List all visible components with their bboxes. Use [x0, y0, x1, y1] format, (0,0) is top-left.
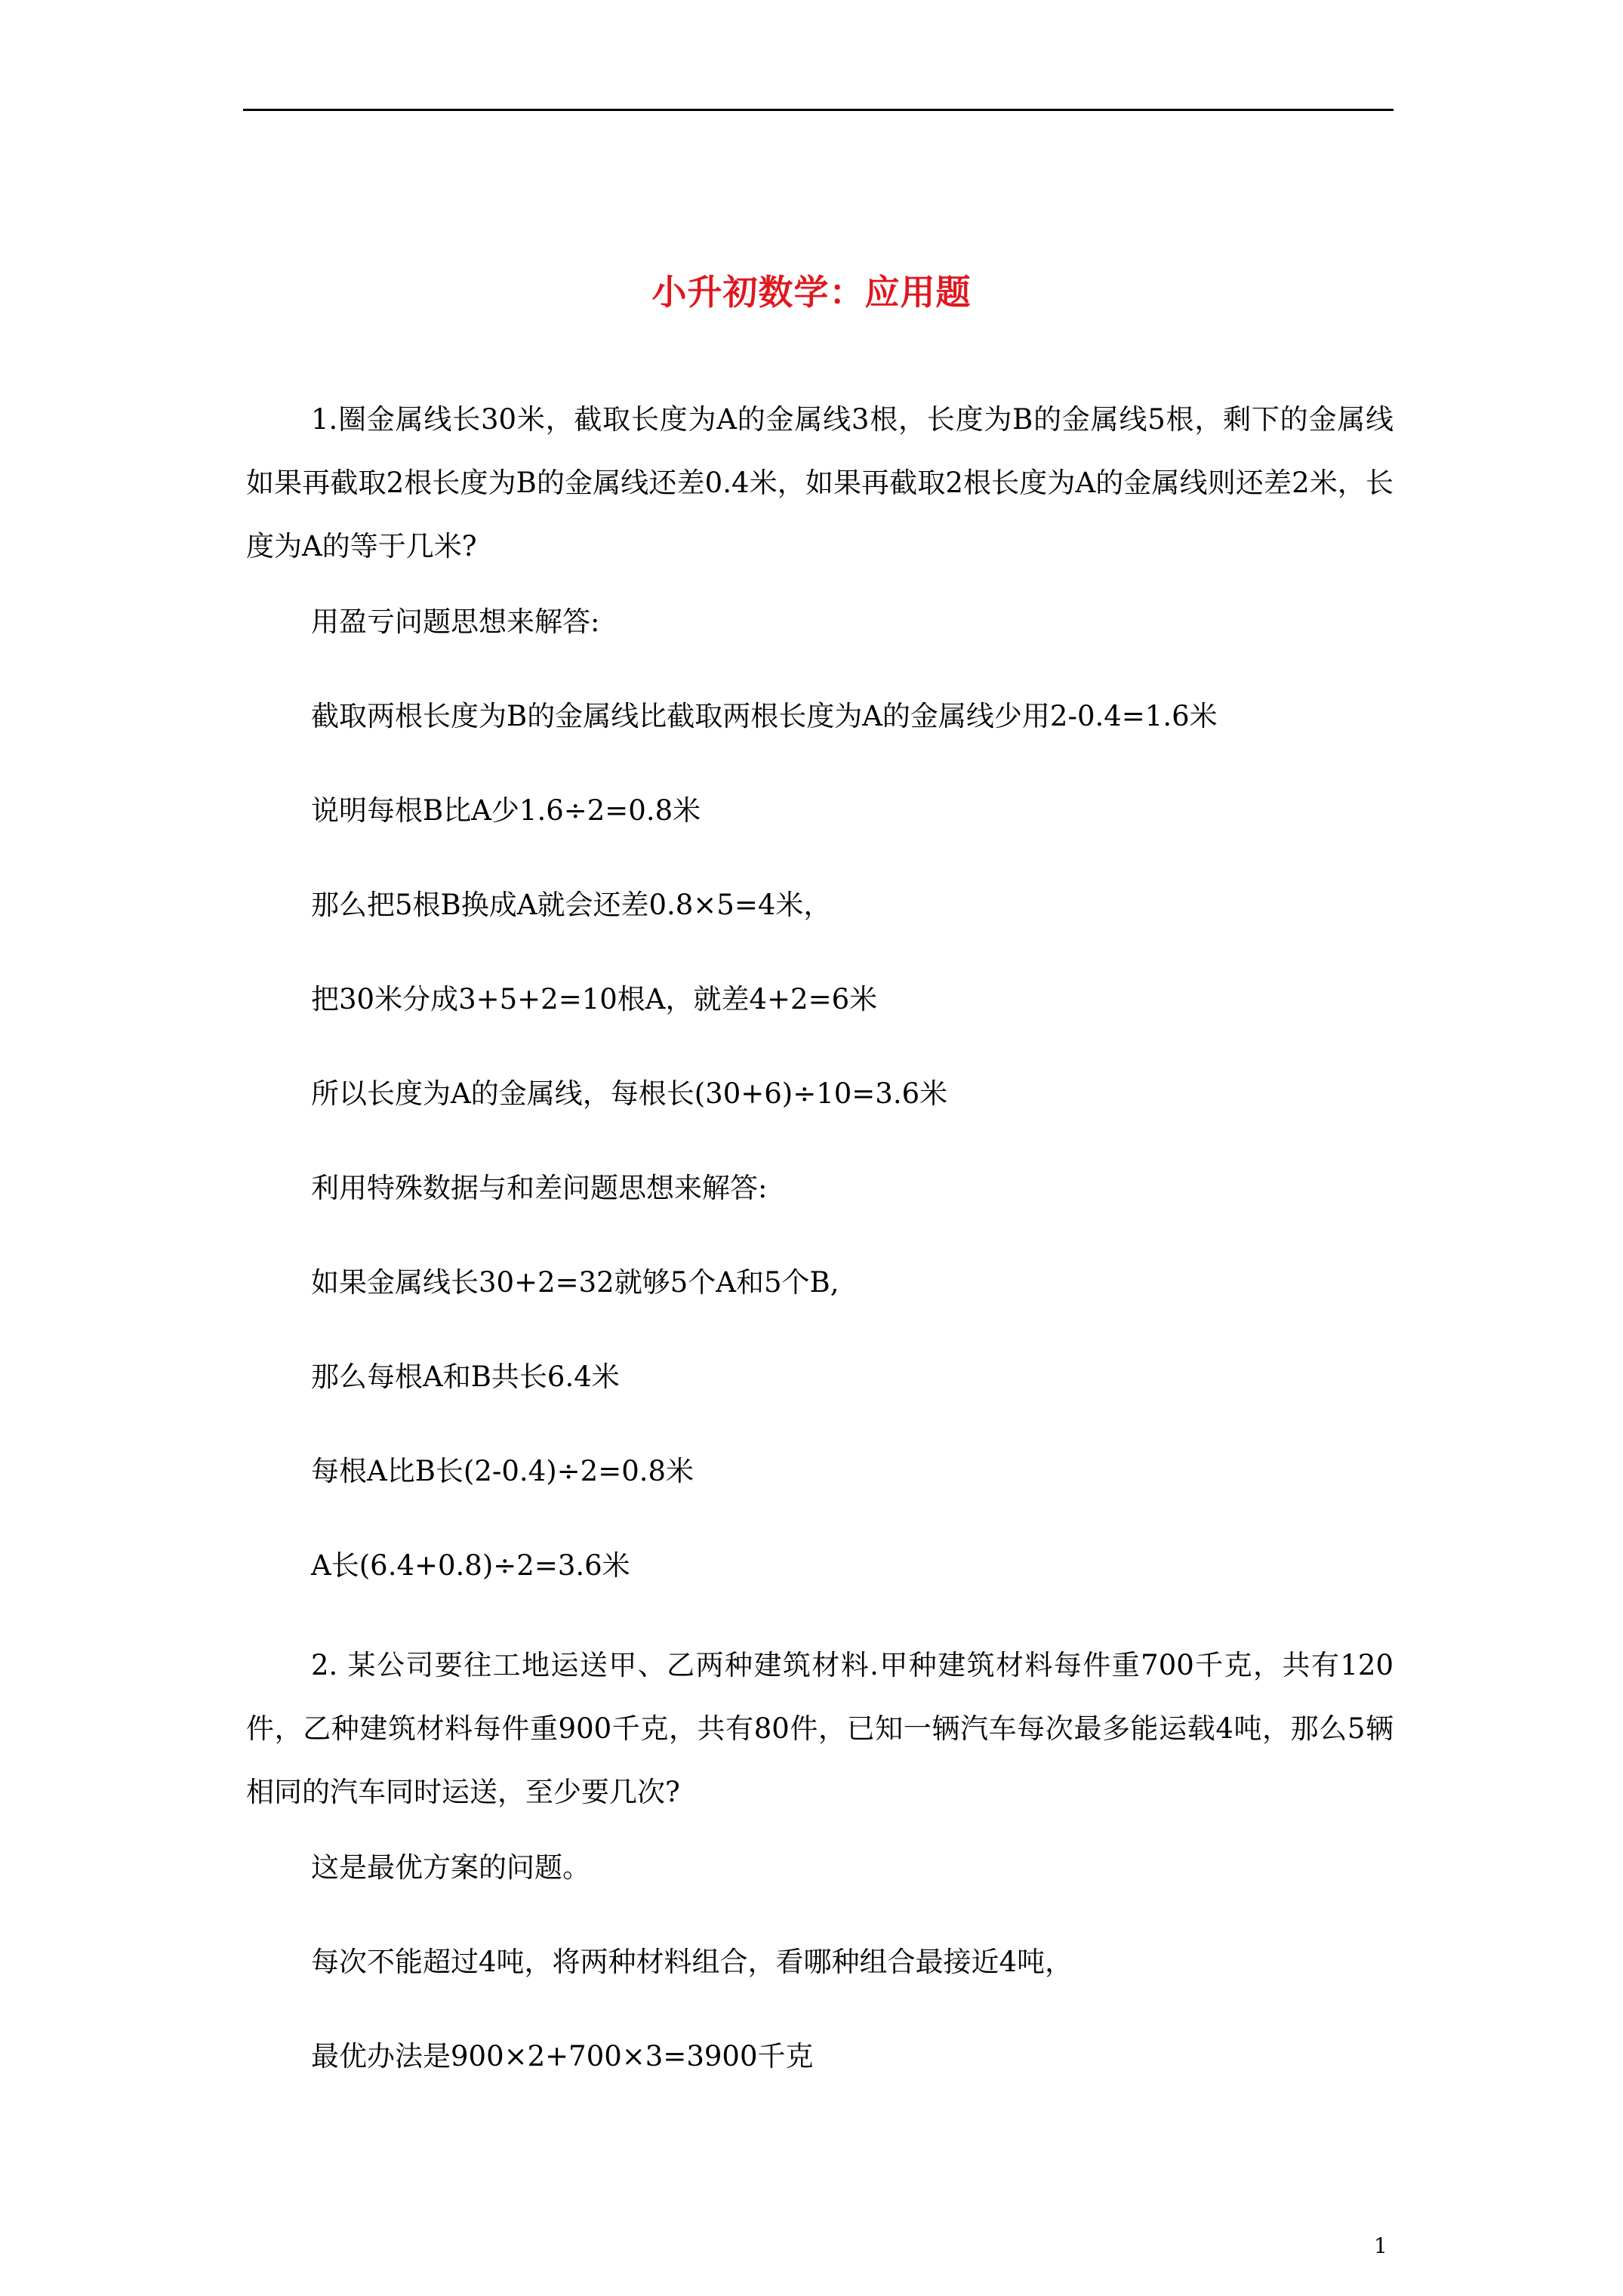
header-rule [243, 109, 1394, 111]
method-1-step: 把30米分成3+5+2=10根A，就差4+2=6米 [311, 983, 878, 1015]
method-1-step: 截取两根长度为B的金属线比截取两根长度为A的金属线少用2-0.4=1.6米 [311, 700, 1218, 732]
method-2-heading: 利用特殊数据与和差问题思想来解答: [311, 1172, 768, 1204]
method-1-heading: 用盈亏问题思想来解答: [311, 606, 600, 638]
method-2-step: 每根A比B长(2-0.4)÷2=0.8米 [311, 1455, 694, 1487]
method-2-step: 如果金属线长30+2=32就够5个A和5个B, [311, 1266, 839, 1299]
problem-2-solution-line: 每次不能超过4吨，将两种材料组合，看哪种组合最接近4吨， [311, 1946, 1073, 1978]
problem-2-question: 2. 某公司要往工地运送甲、乙两种建筑材料.甲种建筑材料每件重700千克，共有120件，乙种建筑材料每件重900千克，共有80件，已知一辆汽车每次最多能运载4吨，那么5辆相同的汽车同时运送，至少要几次? [246, 1649, 1394, 1808]
document-title: 小升初数学：应用题 [651, 272, 972, 313]
method-1-step: 那么把5根B换成A就会还差0.8×5=4米， [311, 889, 832, 921]
problem-1-question: 1.圈金属线长30米，截取长度为A的金属线3根，长度为B的金属线5根，剩下的金属线如果再截取2根长度为B的金属线还差0.4米，如果再截取2根长度为A的金属线则还差2米，长度为A的等于几米? [246, 403, 1394, 562]
method-1-step: 说明每根B比A少1.6÷2=0.8米 [311, 794, 701, 827]
page-number: 1 [1374, 2233, 1387, 2258]
problem-2-solution-line: 最优办法是900×2+700×3=3900千克 [311, 2040, 814, 2073]
method-2-step: 那么每根A和B共长6.4米 [311, 1361, 620, 1393]
method-2-step: A长(6.4+0.8)÷2=3.6米 [311, 1549, 630, 1582]
problem-2-solution-line: 这是最优方案的问题。 [311, 1851, 590, 1884]
method-1-step: 所以长度为A的金属线，每根长(30+6)÷10=3.6米 [311, 1077, 948, 1110]
